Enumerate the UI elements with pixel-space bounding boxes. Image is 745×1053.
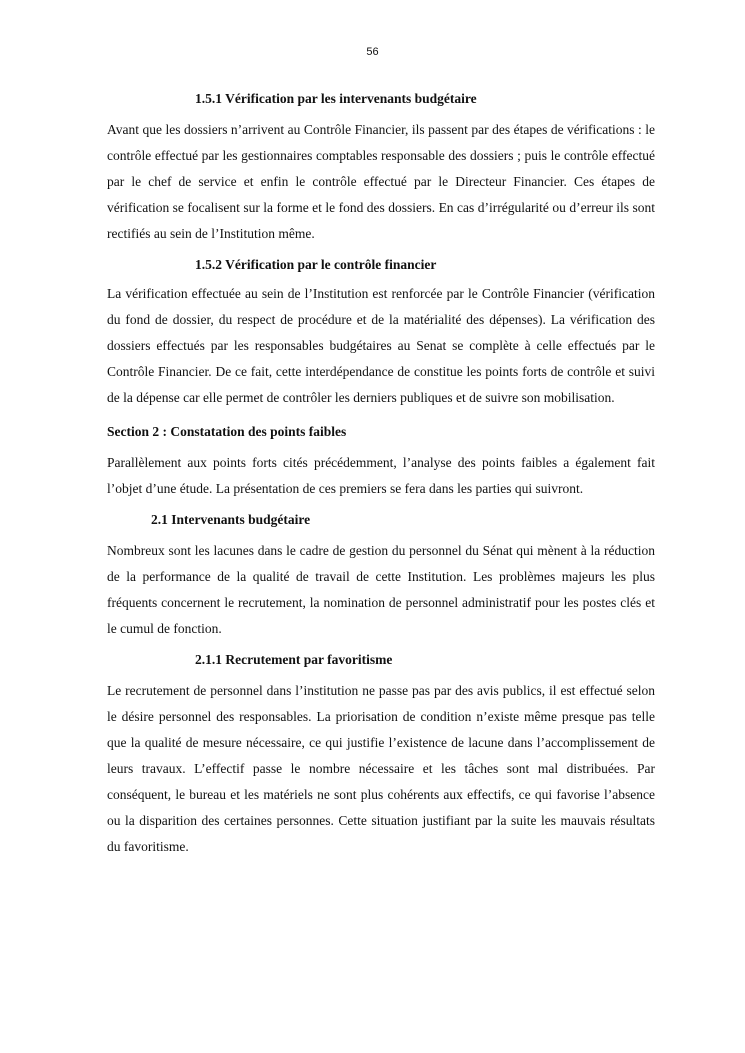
heading-2-1: 2.1 Intervenants budgétaire [151,512,311,527]
heading-1-5-2: 1.5.2 Vérification par le contrôle financier [195,257,437,272]
heading-2-1-1: 2.1.1 Recrutement par favoritisme [195,652,393,667]
paragraph-1-5-2: La vérification effectuée au sein de l’Institution est renforcée par le Contrôle Financier (vérification du fond de dossier, du respect de procédure et de la matérialité des dépenses). La vérification des dossiers effectués par les responsables budgétaires au Senat se complète à celle effectués par le Contrôle Financier. De ce fait, cette interdépendance de constitue les points forts de contrôle et suivi de la dépense car elle permet de contrôler les derniers publiques et de suivre son mobilisation. [107,286,655,405]
heading-section-2: Section 2 : Constatation des points faibles [107,424,347,439]
page-number: 56 [366,46,379,58]
document-body [107,86,655,860]
paragraph-1-5-1: Avant que les dossiers n’arrivent au Contrôle Financier, ils passent par des étapes de vérifications : le contrôle effectué par les gestionnaires comptables responsable des dossiers ; puis le contrôle effectué par le chef de service et enfin le contrôle effectué par le Directeur Financier. Ces étapes de vérification se focalisent sur la forme et le fond des dossiers. En cas d’irrégularité ou d’erreur ils sont rectifiés au sein de l’Institution même. [107,122,655,241]
paragraph-section-2: Parallèlement aux points forts cités précédemment, l’analyse des points faibles a également fait l’objet d’une étude. La présentation de ces premiers se fera dans les parties qui suivront. [107,455,655,496]
paragraph-2-1-1: Le recrutement de personnel dans l’institution ne passe pas par des avis publics, il est effectué selon le désire personnel des responsables. La priorisation de condition n’existe même presque pas telle que la qualité de mesure nécessaire, ce qui justifie l’existence de lacune dans l’accomplissement de leurs travaux. L’effectif passe le nombre nécessaire et les tâches sont mal distribuées. Par conséquent, le bureau et les matériels ne sont plus cohérents aux effectifs, ce qui favorise l’absence ou la disparition des certaines personnes. Cette situation justifiant par la suite les mauvais résultats du favoritisme. [107,683,655,854]
heading-1-5-1: 1.5.1 Vérification par les intervenants budgétaire [195,91,477,106]
paragraph-2-1: Nombreux sont les lacunes dans le cadre de gestion du personnel du Sénat qui mènent à la réduction de la performance de la qualité de travail de cette Institution. Les problèmes majeurs les plus fréquents concernent le recrutement, la nomination de personnel administratif pour les postes clés et le cumul de fonction. [107,543,655,636]
